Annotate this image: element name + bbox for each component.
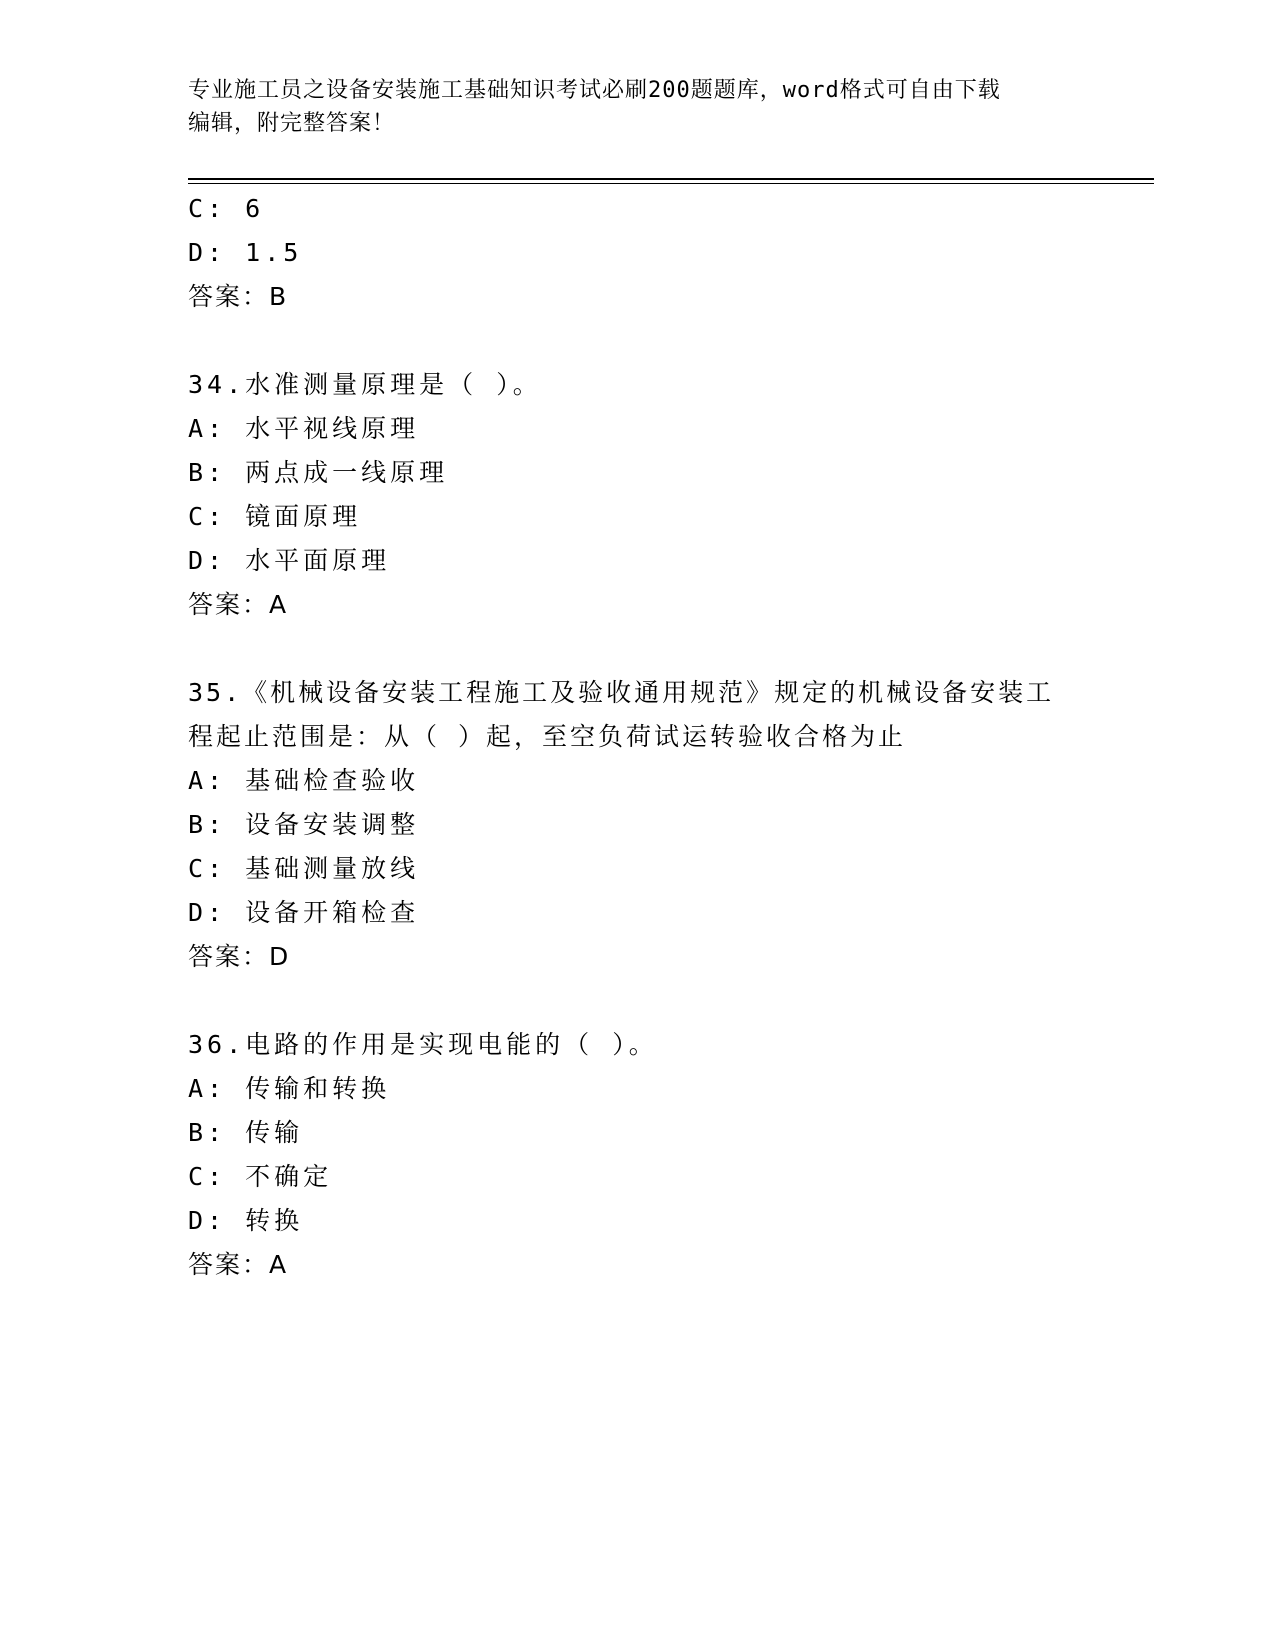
document-header [188,74,1088,140]
q34-option-c: C: 镜面原理 [188,502,362,531]
q33-option-c: C: 6 [188,194,265,223]
q35-answer: 答案：D [188,942,291,971]
q34-option-b: B: 两点成一线原理 [188,458,449,487]
header-divider-thick [188,178,1154,180]
q35-option-d: D: 设备开箱检查 [188,898,420,927]
q36-option-c: C: 不确定 [188,1162,333,1191]
header-title-line1: 专业施工员之设备安装施工基础知识考试必刷200题题库，word格式可自由下载 [188,78,1001,103]
q35-option-c: C: 基础测量放线 [188,854,420,883]
q35-stem-line1: 35.《机械设备安装工程施工及验收通用规范》规定的机械设备安装工 [188,678,1055,707]
q34-option-a: A: 水平视线原理 [188,414,420,443]
q36-stem: 36.电路的作用是实现电能的（ ）。 [188,1030,658,1059]
q36-option-b: B: 传输 [188,1118,304,1147]
q33-option-d: D: 1.5 [188,238,303,267]
q35-stem-line2: 程起止范围是：从（ ）起，至空负荷试运转验收合格为止 [188,722,907,751]
header-divider-thin [188,183,1154,184]
header-title-line2: 编辑，附完整答案！ [188,111,396,136]
q36-answer: 答案：A [188,1250,289,1279]
q36-option-d: D: 转换 [188,1206,304,1235]
q35-option-b: B: 设备安装调整 [188,810,420,839]
q34-stem: 34.水准测量原理是（ ）。 [188,370,542,399]
q33-answer: 答案：B [188,282,289,311]
q36-option-a: A: 传输和转换 [188,1074,391,1103]
q34-option-d: D: 水平面原理 [188,546,391,575]
q34-answer: 答案：A [188,590,289,619]
q35-option-a: A: 基础检查验收 [188,766,420,795]
